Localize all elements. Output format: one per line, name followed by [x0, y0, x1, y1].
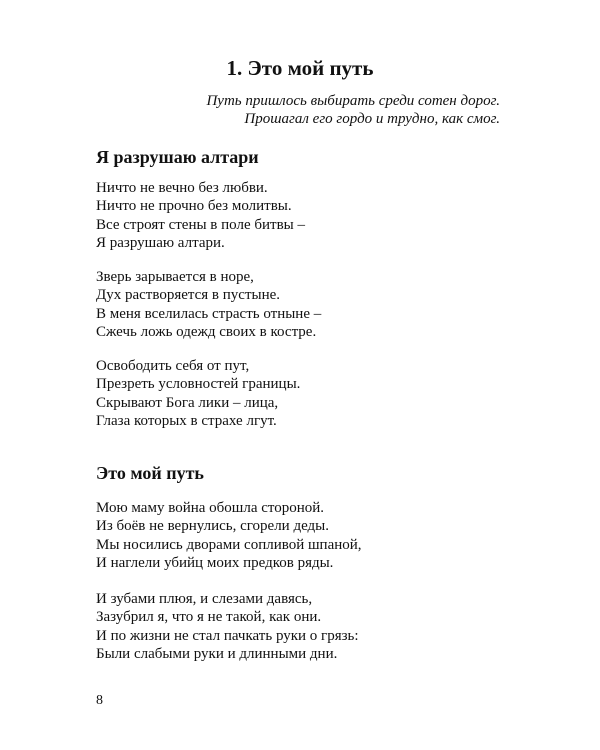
poem-line: В меня вселилась страсть отныне –	[96, 305, 322, 322]
poem-line: Дух растворяется в пустыне.	[96, 287, 281, 304]
poem-line: И наглели убийц моих предков ряды.	[96, 554, 334, 571]
poem-line: Были слабыми руки и длинными дни.	[96, 645, 338, 662]
poem-line: Глаза которых в страхе лгут.	[96, 412, 277, 429]
poem-line: И по жизни не стал пачкать руки о грязь:	[96, 627, 359, 644]
epigraph-line: Путь пришлось выбирать среди сотен дорог.	[206, 93, 500, 109]
poem-line: Мою маму война обошла стороной.	[96, 500, 325, 516]
poem-line: Скрывают Бога лики – лица,	[96, 394, 279, 411]
poem-title: Это мой путь	[96, 463, 204, 483]
poem-line: Я разрушаю алтари.	[96, 234, 225, 251]
epigraph-line: Прошагал его гордо и трудно, как смог.	[244, 111, 500, 127]
poem-line: Мы носились дворами сопливой шпаной,	[96, 536, 362, 553]
poem-line: Ничто не прочно без молитвы.	[96, 198, 292, 215]
poem-line: И зубами плюя, и слезами давясь,	[96, 591, 313, 607]
chapter-title: 1. Это мой путь	[226, 56, 374, 80]
poem-line: Сжечь ложь одежд своих в костре.	[96, 323, 317, 340]
poem-line: Презреть условностей границы.	[96, 376, 301, 393]
epigraph	[206, 92, 500, 128]
stanza	[96, 499, 362, 572]
poem-line: Зверь зарывается в норе,	[96, 269, 254, 285]
stanza	[96, 590, 359, 663]
poem-line: Зазубрил я, что я не такой, как они.	[96, 609, 322, 626]
stanza	[96, 179, 305, 252]
page-number: 8	[96, 693, 103, 708]
poem-line: Все строят стены в поле битвы –	[96, 216, 305, 233]
stanza	[96, 357, 300, 430]
stanza	[96, 268, 321, 341]
poem-line: Ничто не вечно без любви.	[96, 180, 268, 196]
poem-line: Из боёв не вернулись, сгорели деды.	[96, 518, 330, 535]
poem-line: Освободить себя от пут,	[96, 358, 250, 374]
poem-title: Я разрушаю алтари	[96, 147, 259, 167]
